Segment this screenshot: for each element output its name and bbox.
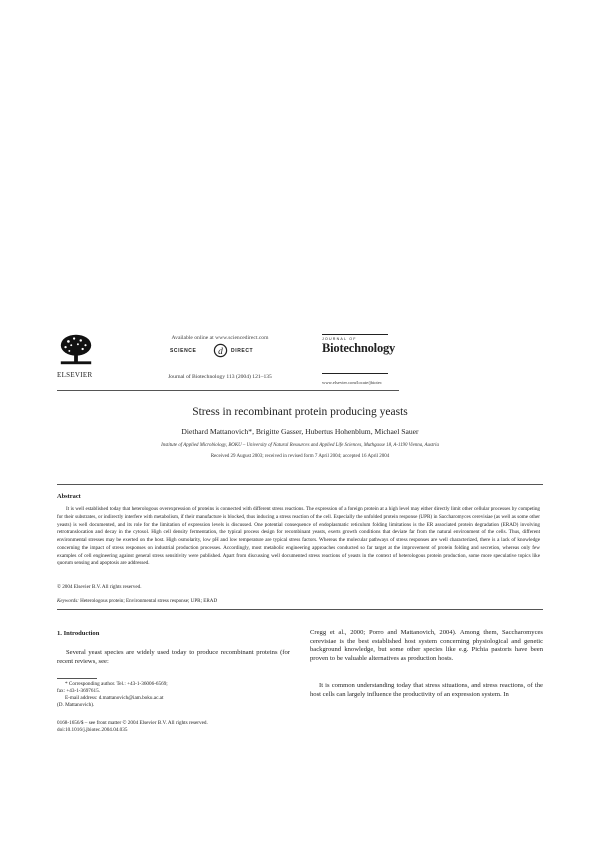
sciencedirect-d-icon (213, 343, 228, 358)
sciencedirect-right: DIRECT (231, 348, 254, 354)
footnote (57, 681, 290, 709)
abstract-heading: Abstract (57, 493, 81, 500)
abstract-bottom-rule (57, 609, 543, 610)
footnote-line-1: * Corresponding author. Tel.: +43-1-36006-6569; (65, 681, 168, 687)
abstract-top-rule (57, 484, 543, 485)
abstract-text: It is well established today that heterologous overexpression of proteins is connected with different stress reactions. The expression of a foreign protein at a high level may either directly limit other cellular processes by competing for their substrates, or indirectly interfere with metabolism, if their manufacture is blocked, thus inducing a stress reaction of the cell. Especially the unfolded protein response (UPR) in Saccharomyces cerevisiae (as well as some other yeasts) is well documented, and its role for the limitation of expression levels is discussed. One potential consequence of endoplasmatic reticulum folding limitations is the ER associated protein degradation (ERAD) involving retrotranslocation and decay in the cytosol. High cell density fermentation, the typical process design for recombinant yeasts, exerts growth conditions that deviate far from the natural environment of the cells. Thus, different environmental stresses may be exerted on the host. High osmolarity, low pH and low temperature are typical stress factors. Whereas the molecular pathways of stress responses are well characterized, there is a lack of knowledge concerning the impact of stress responses on industrial production processes. Accordingly, most metabolic engineering approaches conducted so far target at the improvement of protein folding and secretion, whereas only few examples of cell engineering against general stress sensitivity were published. Apart from discussing well documented stress reactions of yeasts in the context of heterologous protein production, some more speculative topics like quorum sensing and apoptosis are addressed. (57, 506, 540, 567)
header-rule (57, 390, 399, 391)
sciencedirect-logo (168, 343, 272, 359)
journal-logo (322, 334, 396, 374)
intro-paragraph-right: Cregg et al., 2000; Porro and Mattanovich, 2004). Among them, Saccharomyces cerevisiae is the best established host system concerning physiological and genetic background knowledge, but some other species like e.g. Pichia pastoris have been proven to be valuable alternatives as production hosts. (310, 629, 543, 663)
article-title: Stress in recombinant protein producing yeasts (192, 406, 408, 418)
footnote-line-2: fax: +43-1-3697615. (57, 688, 100, 694)
affiliation: Institute of Applied Microbiology, BOKU – University of Natural Resources and Applied Life Sciences, Muthgasse 18, A-1190 Vienna, Austria (161, 443, 439, 448)
sciencedirect-left: SCIENCE (170, 348, 197, 354)
footnote-line-4: (D. Mattanovich). (57, 702, 95, 708)
footnote-rule (57, 678, 97, 679)
keywords-label: Keywords: (57, 598, 79, 604)
author-list: Diethard Mattanovich*, Brigitte Gasser, Hubertus Hohenblum, Michael Sauer (181, 427, 419, 436)
intro-paragraph-right-2: It is common understanding today that stress situations, and stress reactions, of the host cells can largely influence the productivity of an expression system. In (310, 682, 543, 698)
journal-label: JOURNAL OF (322, 334, 388, 341)
copyright: © 2004 Elsevier B.V. All rights reserved. (57, 584, 142, 590)
svg-text:d: d (218, 346, 223, 357)
publisher-name: ELSEVIER (57, 371, 93, 379)
issn-line: 0168-1656/$ – see front matter © 2004 Elsevier B.V. All rights reserved. (57, 720, 208, 726)
intro-paragraph-left: Several yeast species are widely used today to produce recombinant proteins (for recent reviews, see: (57, 649, 290, 665)
journal-name: Biotechnology (322, 341, 396, 355)
elsevier-logo (57, 332, 101, 379)
received-dates: Received 29 August 2003; received in revised form 7 April 2004; accepted 16 April 2004 (210, 454, 390, 459)
elsevier-tree-icon (57, 332, 95, 366)
journal-reference: Journal of Biotechnology 113 (2004) 121–135 (168, 374, 272, 380)
footnote-line-3: E-mail address: d.mattanovich@iam.boku.ac.at (65, 695, 164, 701)
journal-url: www.elsevier.com/locate/jbiotec (322, 380, 382, 385)
doi-line: doi:10.1016/j.jbiotec.2004.04.035 (57, 727, 128, 733)
keywords-list: Heterologous protein; Environmental stress response; UPR; ERAD (80, 598, 218, 604)
keywords (57, 598, 217, 604)
available-online: Available online at www.sciencedirect.com (171, 335, 269, 341)
intro-heading: 1. Introduction (57, 630, 100, 637)
